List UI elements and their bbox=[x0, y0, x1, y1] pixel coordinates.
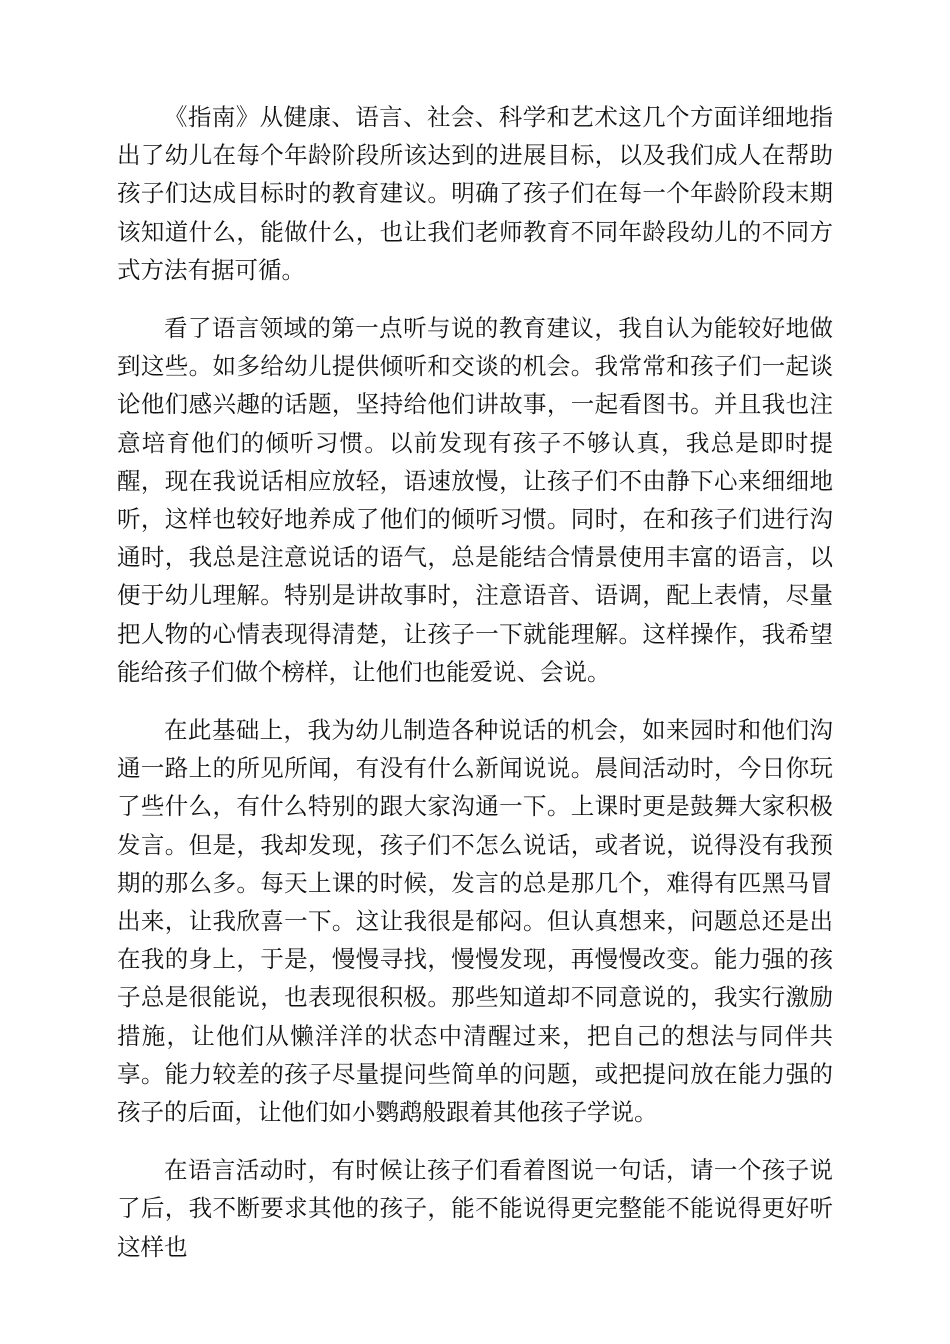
paragraph-intro-guide: 《指南》从健康、语言、社会、科学和艺术这几个方面详细地指出了幼儿在每个年龄阶段所该达到的进展目标，以及我们成人在帮助孩子们达成目标时的教育建议。明确了孩子们在每一个年龄阶段末期该知道什么，能做什么，也让我们老师教育不同年龄段幼儿的不同方式方法有据可循。 bbox=[117, 103, 833, 284]
paragraph-speaking-opportunities: 在此基础上，我为幼儿制造各种说话的机会，如来园时和他们沟通一路上的所见所闻，有没有什么新闻说说。晨间活动时，今日你玩了些什么，有什么特别的跟大家沟通一下。上课时更是鼓舞大家积极发言。但是，我却发现，孩子们不怎么说话，或者说，说得没有我预期的那么多。每天上课的时候，发言的总是那几个，难得有匹黑马冒出来，让我欣喜一下。这让我很是郁闷。但认真想来，问题总还是出在我的身上，于是，慢慢寻找，慢慢发现，再慢慢改变。能力强的孩子总是很能说，也表现很积极。那些知道却不同意说的，我实行激励措施，让他们从懒洋洋的状态中清醒过来，把自己的想法与同伴共享。能力较差的孩子尽量提问些简单的问题，或把提问放在能力强的孩子的后面，让他们如小鹦鹉般跟着其他孩子学说。 bbox=[117, 716, 833, 1127]
document-body bbox=[117, 98, 833, 1286]
paragraph-language-activities: 在语言活动时，有时候让孩子们看着图说一句话，请一个孩子说了后，我不断要求其他的孩子，能不能说得更完整能不能说得更好听这样也 bbox=[117, 1156, 833, 1261]
paragraph-listening-speaking: 看了语言领域的第一点听与说的教育建议，我自认为能较好地做到这些。如多给幼儿提供倾听和交谈的机会。我常常和孩子们一起谈论他们感兴趣的话题，坚持给他们讲故事，一起看图书。并且我也注意培育他们的倾听习惯。以前发现有孩子不够认真，我总是即时提醒，现在我说话相应放轻，语速放慢，让孩子们不由静下心来细细地听，这样也较好地养成了他们的倾听习惯。同时，在和孩子们进行沟通时，我总是注意说话的语气，总是能结合情景使用丰富的语言，以便于幼儿理解。特别是讲故事时，注意语音、语调，配上表情，尽量把人物的心情表现得清楚，让孩子一下就能理解。这样操作，我希望能给孩子们做个榜样，让他们也能爱说、会说。 bbox=[117, 314, 833, 686]
